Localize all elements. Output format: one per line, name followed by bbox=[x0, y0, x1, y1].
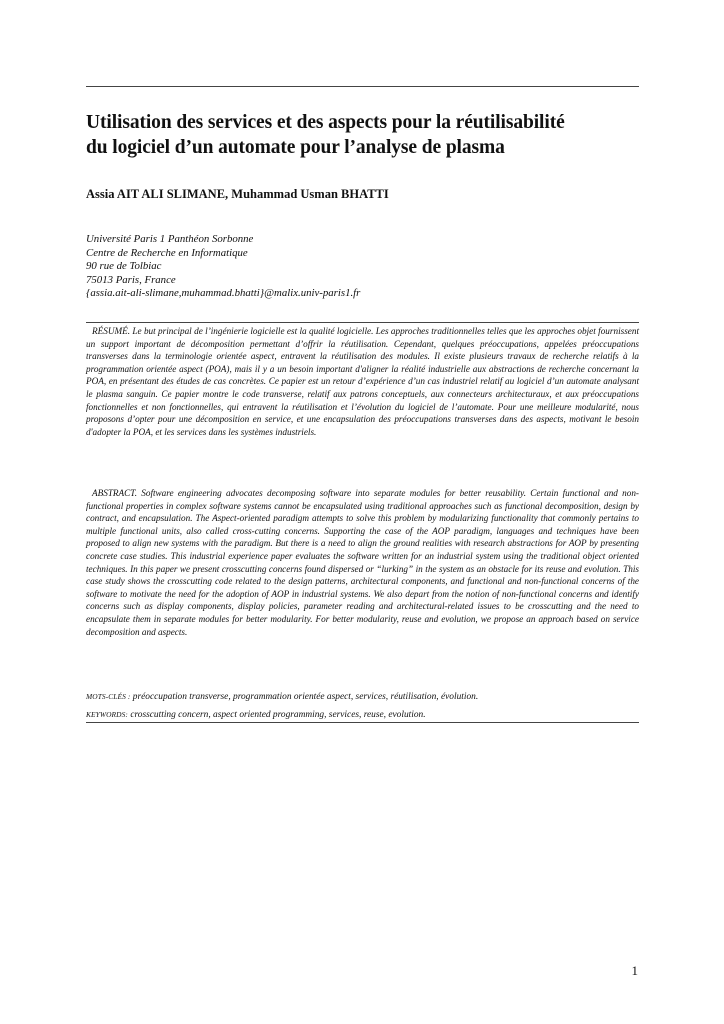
affiliation bbox=[86, 233, 360, 301]
top-rule bbox=[86, 86, 639, 87]
affiliation-line: Centre de Recherche en Informatique bbox=[86, 246, 248, 259]
keywords-fr-label: MOTS-CLÉS : bbox=[86, 692, 131, 701]
keywords-fr bbox=[86, 690, 639, 704]
affiliation-email: {assia.ait-ali-slimane,muhammad.bhatti}@malix.univ-paris1.fr bbox=[86, 287, 361, 299]
abstract-bottom-rule bbox=[86, 722, 639, 723]
abstract-paragraph: ABSTRACT. Software engineering advocates decomposing software into separate modules for better reusability. Certain functional and non-functional properties in complex software systems cannot be encapsulated using traditional approaches such as functional decomposition, design by contract, and encapsulation. The Aspect-oriented paradigm attempts to solve this problem by modularizing functionality that commonly pertains to multiple functional units, also called cross-cutting concerns. Supporting the case of the AOP paradigm, languages and techniques have been proposed to align new systems with the paradigm. But there is a need to align the ground realities with research abstractions for AOP by presenting concrete case studies. This industrial experience paper evaluates the software written for an industrial system using the traditional object oriented techniques. In this paper we present crosscutting concerns found dispersed or “lurking” in the system as an obstacle for its reuse and evolution. This case study shows the crosscutting code related to the design patterns, architectural components, and functional and non-functional concerns of the software to motivate the need for the adoption of AOP in industrial systems. We also depart from the notion of non-functional concerns and identify concerns such as display components, display policies, parameter reading and architectural-related issues to be crosscutting and the need to encapsulate them in separate modules for better modularity. For better modularity, reuse and evolution, we propose an approach based on service decomposition and aspects. bbox=[86, 488, 639, 637]
authors: Assia AIT ALI SLIMANE, Muhammad Usman BHATTI bbox=[86, 187, 389, 201]
abstract-top-rule bbox=[86, 322, 639, 323]
affiliation-line: 75013 Paris, France bbox=[86, 273, 176, 286]
page-number: 1 bbox=[631, 963, 638, 978]
keywords-fr-text: préoccupation transverse, programmation orientée aspect, services, réutilisation, évolution. bbox=[130, 692, 479, 702]
title-line-1: Utilisation des services et des aspects pour la réutilisabilité bbox=[86, 112, 565, 133]
keywords-en bbox=[86, 708, 639, 722]
title-line-2: du logiciel d’un automate pour l’analyse de plasma bbox=[86, 137, 505, 158]
keywords-en-label: KEYWORDS: bbox=[86, 710, 128, 719]
keywords-en-text: crosscutting concern, aspect oriented programming, services, reuse, evolution. bbox=[127, 710, 426, 720]
resume-paragraph: RÉSUMÉ. Le but principal de l’ingénierie logicielle est la qualité logicielle. Les approches traditionnelles telles que les approches objet fournissent un support important de décomposition permettant d’offrir la réutilisation. Cependant, quelques préoccupations, appelées préoccupations transverses dans la terminologie orientée aspect, entravent la réutilisation des modules. Il existe plusieurs travaux de recherche relatifs à la programmation orientée aspect (POA), mais il y a un besoin important d'aligner la réalité industrielle aux abstractions de recherche concernant la POA, en présentant des études de cas concrètes. Ce papier est un retour d’expérience d’un cas industriel relatif au logiciel d’un automate analysant le plasma sanguin. Ce papier montre le code transverse, relatif aux patrons conceptuels, aux connecteurs architecturaux, et aux préoccupations fonctionnelles et non fonctionnelles, qui entravent la réutilisation et l’évolution du logiciel de l’automate. Pour une meilleure modularité, nous proposons d’opter pour une décomposition en service, et une encapsulation des préoccupations transverses dans des aspects, motivant le besoin d'adopter la POA, et les services dans les systèmes industriels. bbox=[86, 326, 639, 437]
affiliation-line: 90 rue de Tolbiac bbox=[86, 260, 162, 272]
affiliation-line: Université Paris 1 Panthéon Sorbonne bbox=[86, 233, 254, 245]
paper-title bbox=[86, 110, 646, 160]
